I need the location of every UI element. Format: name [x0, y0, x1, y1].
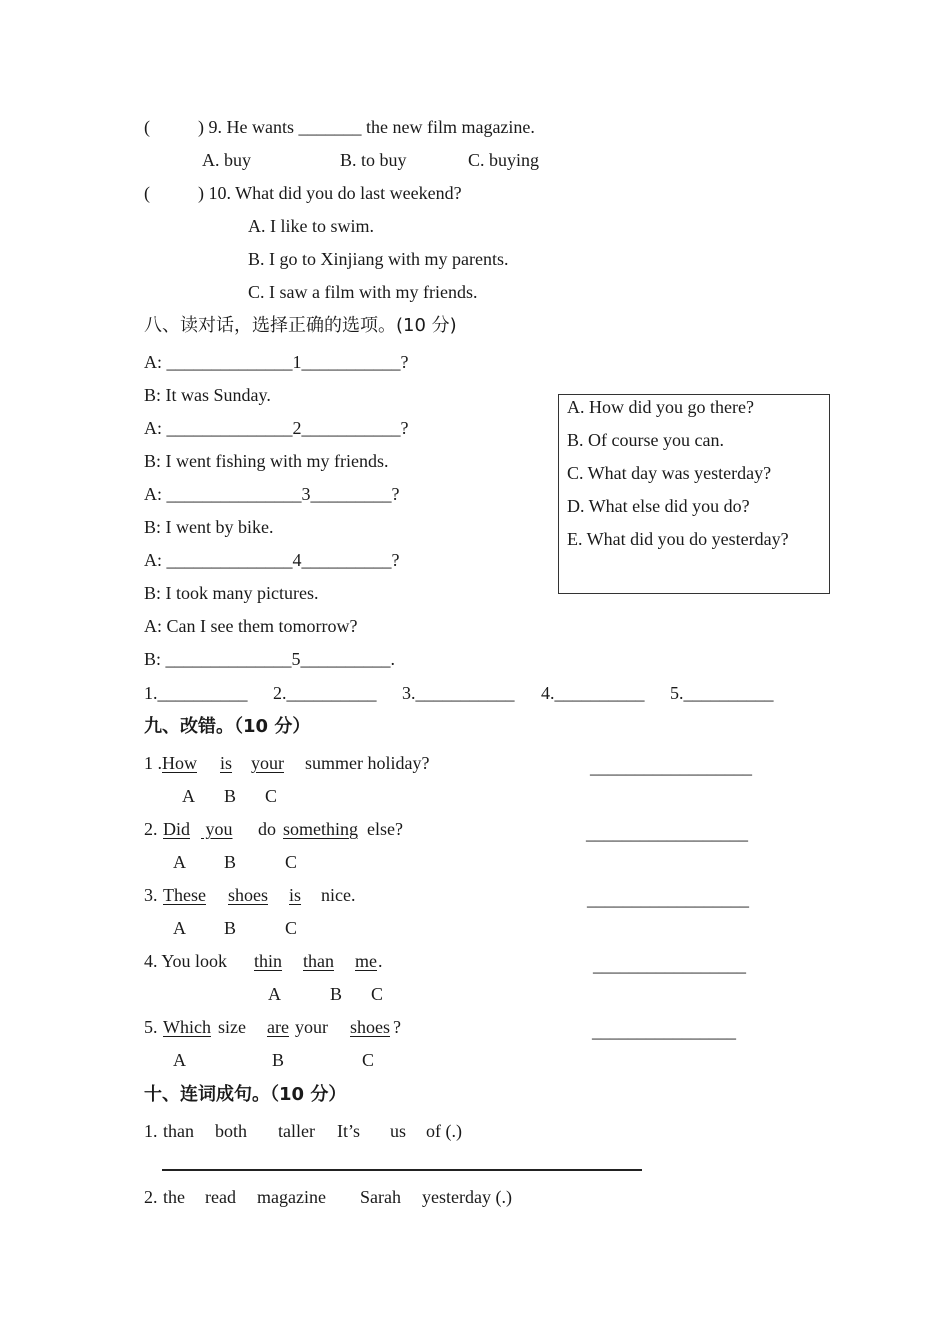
label-c: C [362, 1050, 375, 1070]
error-word-b: you [201, 819, 233, 839]
option-item: A. How did you go there? [567, 397, 754, 417]
correction-blank[interactable]: _________________ [593, 955, 746, 975]
answer-blank[interactable]: 1.__________ [144, 683, 248, 703]
label-b: B [272, 1050, 285, 1070]
sentence-rest: ? [393, 1017, 401, 1037]
q9-option-a: A. buy [202, 150, 251, 170]
dialogue-line: B: ______________5__________. [144, 649, 396, 669]
error-word-c: is [289, 885, 302, 905]
answer-blank[interactable]: 5.__________ [670, 683, 774, 703]
label-a: A [182, 786, 195, 806]
answer-blank[interactable]: 3.___________ [402, 683, 515, 703]
scrambled-word: It’s [337, 1121, 361, 1141]
dialogue-line: A: ______________2___________? [144, 418, 409, 438]
correction-blank[interactable]: __________________ [590, 757, 752, 777]
sentence-rest: . [378, 951, 383, 971]
correction-blank[interactable]: ________________ [592, 1021, 736, 1041]
section8-heading: 八、读对话，选择正确的选项。(10 分) [144, 315, 457, 336]
sentence-rest: summer holiday? [305, 753, 430, 773]
q9-option-c: C. buying [468, 150, 540, 170]
error-word-a: thin [254, 951, 283, 971]
scrambled-word: of (.) [426, 1121, 462, 1141]
dialogue-line: A: ______________4__________? [144, 550, 400, 570]
dialogue-line: B: I took many pictures. [144, 583, 319, 603]
scrambled-word: taller [278, 1121, 315, 1141]
error-item-number: 3. [144, 885, 162, 905]
option-item: D. What else did you do? [567, 496, 750, 516]
sentence-mid: size [218, 1017, 246, 1037]
option-item: C. What day was yesterday? [567, 463, 772, 483]
error-word-a: Which [163, 1017, 211, 1037]
dialogue-line: A: ______________1___________? [144, 352, 409, 372]
item-number: 2. [144, 1187, 158, 1207]
error-item-number: 4. You look [144, 951, 228, 971]
label-c: C [265, 786, 278, 806]
error-word-c: me [355, 951, 377, 971]
error-word-a: How [162, 753, 197, 773]
label-a: A [268, 984, 281, 1004]
error-word-c: your [251, 753, 284, 773]
q10-option-c: C. I saw a film with my friends. [248, 282, 478, 302]
dialogue-line: A: _______________3_________? [144, 484, 400, 504]
sentence-rest: nice. [321, 885, 356, 905]
scrambled-word: both [215, 1121, 248, 1141]
scrambled-word: read [205, 1187, 236, 1207]
scrambled-word: us [390, 1121, 407, 1141]
label-b: B [224, 786, 237, 806]
scrambled-word: than [163, 1121, 194, 1141]
scrambled-word: magazine [257, 1187, 326, 1207]
options-box [558, 394, 830, 594]
dialogue-line: B: I went by bike. [144, 517, 274, 537]
answer-line[interactable] [162, 1169, 642, 1171]
error-word-a: Did [163, 819, 190, 839]
option-item: B. Of course you can. [567, 430, 724, 450]
label-a: A [173, 852, 186, 872]
label-b: B [224, 918, 237, 938]
error-word-a: These [163, 885, 206, 905]
correction-blank[interactable]: __________________ [587, 889, 749, 909]
sentence-rest: else? [367, 819, 403, 839]
answer-blank[interactable]: 2.__________ [273, 683, 377, 703]
label-a: A [173, 1050, 186, 1070]
scrambled-word: Sarah [360, 1187, 401, 1207]
q9-option-b: B. to buy [340, 150, 407, 170]
error-item-number: 2. [144, 819, 162, 839]
section10-heading: 十、连词成句。（10 分） [144, 1084, 347, 1105]
error-item-number: 5. [144, 1017, 162, 1037]
option-item: E. What did you do yesterday? [567, 529, 789, 549]
label-c: C [371, 984, 384, 1004]
q9-stem: ) 9. He wants _______ the new film magazine. [198, 117, 535, 137]
correction-blank[interactable]: __________________ [586, 823, 748, 843]
error-word-b: are [267, 1017, 289, 1037]
error-word-b: shoes [228, 885, 268, 905]
dialogue-line: B: I went fishing with my friends. [144, 451, 389, 471]
q10-paren: ( [144, 183, 150, 203]
scrambled-word: the [163, 1187, 185, 1207]
q10-stem: ) 10. What did you do last weekend? [198, 183, 462, 203]
error-word-b: is [220, 753, 233, 773]
error-word-c: shoes [350, 1017, 390, 1037]
dialogue-line: B: It was Sunday. [144, 385, 271, 405]
q10-option-b: B. I go to Xinjiang with my parents. [248, 249, 509, 269]
label-b: B [224, 852, 237, 872]
error-word-b: than [303, 951, 334, 971]
label-a: A [173, 918, 186, 938]
scrambled-word: yesterday (.) [422, 1187, 512, 1207]
label-c: C [285, 852, 298, 872]
section9-heading: 九、改错。（10 分） [144, 716, 311, 737]
sentence-mid: do [258, 819, 276, 839]
error-item-number: 1 . [144, 753, 162, 773]
answer-blank[interactable]: 4.__________ [541, 683, 645, 703]
label-c: C [285, 918, 298, 938]
q10-option-a: A. I like to swim. [248, 216, 374, 236]
q9-paren: ( [144, 117, 150, 137]
sentence-mid: your [295, 1017, 328, 1037]
dialogue-line: A: Can I see them tomorrow? [144, 616, 358, 636]
label-b: B [330, 984, 343, 1004]
item-number: 1. [144, 1121, 158, 1141]
error-word-c: something [283, 819, 358, 839]
